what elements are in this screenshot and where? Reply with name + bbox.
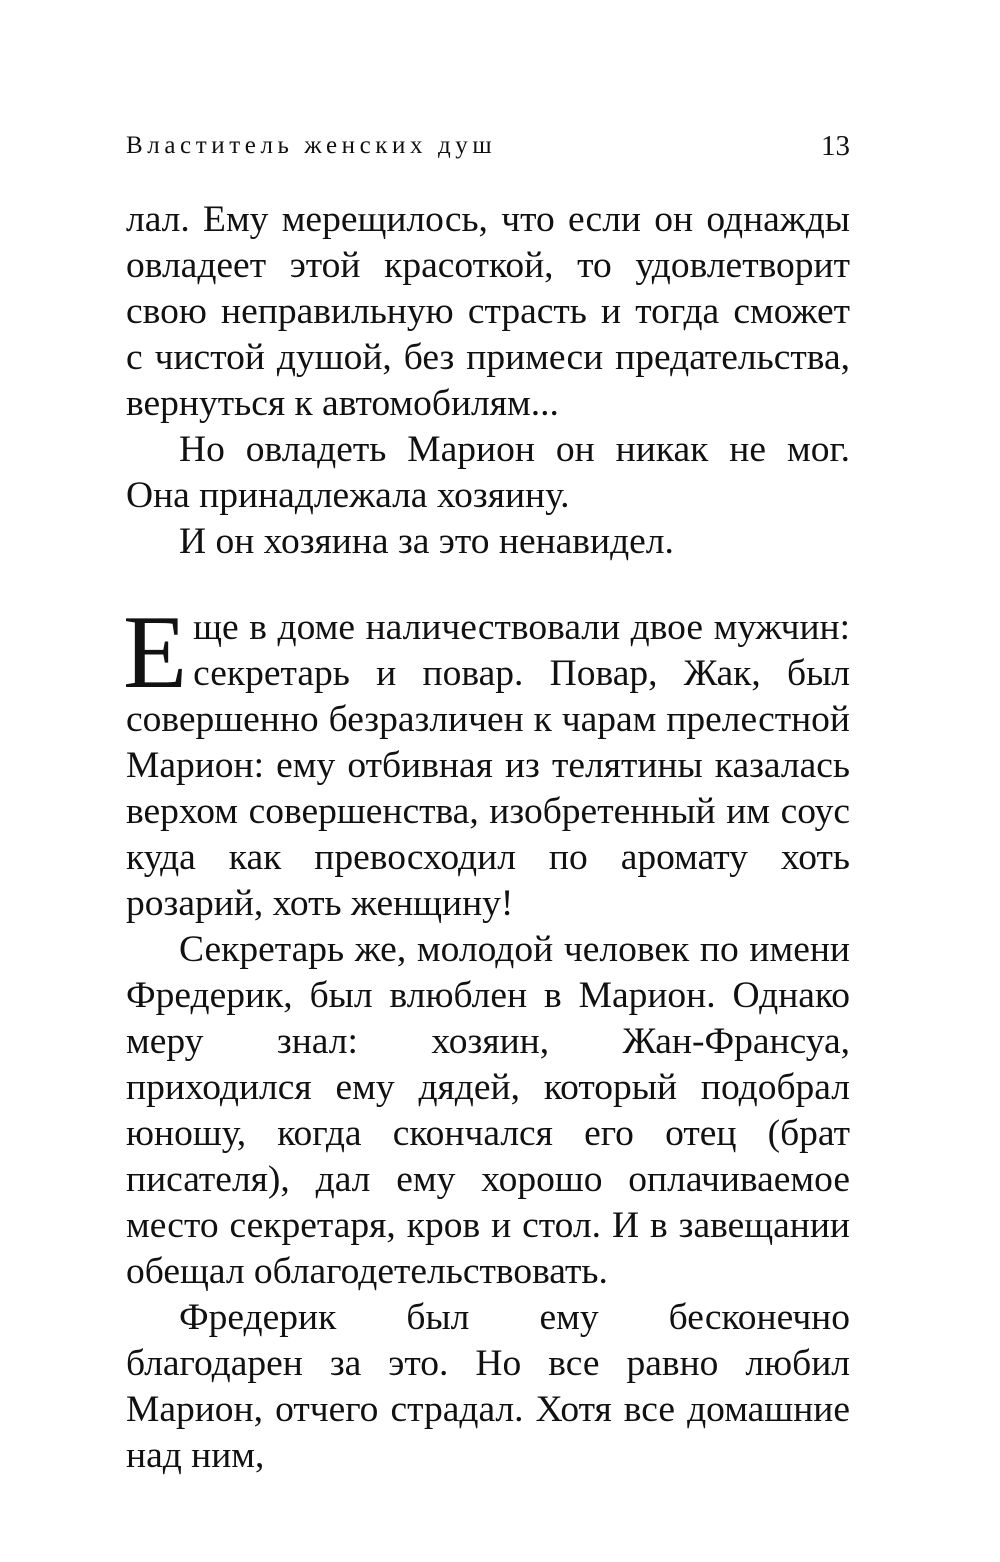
text-section-1 — [126, 197, 850, 565]
paragraph: И он хозяина за это ненавидел. — [179, 521, 674, 562]
running-head — [126, 128, 850, 164]
paragraph-continued: лал. Ему мерещилось, что если он однажды овладеет этой красоткой, то удовлетворит свою неправильную страсть и тогда сможет с чистой душой, без примеси предательства, вернуться к автомобилям... — [126, 199, 850, 424]
paragraph: Но овладеть Марион он никак не мог. Она принадлежала хозяину. — [126, 429, 850, 516]
page-number: 13 — [821, 130, 850, 162]
paragraph: Секретарь же, молодой человек по имени Фредерик, был влюблен в Марион. Однако меру знал: хозяин, Жан-Франсуа, приходился ему дядей, который подобрал юношу, когда скончался его отец (брат писателя), дал ему хорошо оплачиваемое место секретаря, кров и стол. И в завещании обещал облагодетельствовать. — [126, 929, 850, 1292]
text-section-2 — [123, 593, 850, 1479]
paragraph-text: ще в доме наличествовали двое мужчин: секретарь и повар. Повар, Жак, был совершенно безразличен к чарам прелестной Марион: ему отбивная из телятины казалась верхом совершенства, изобретенный им соус куда как превосходил по аромату хоть розарий, хоть женщину! — [126, 607, 850, 924]
paragraph-with-drop-cap — [123, 593, 850, 927]
running-title: Властитель женских душ — [126, 132, 497, 159]
drop-cap: Е — [123, 593, 188, 710]
paragraph: Фредерик был ему бесконечно благодарен за это. Но все равно любил Марион, отчего страдал. Хотя все домашние над ним, — [126, 1297, 850, 1476]
